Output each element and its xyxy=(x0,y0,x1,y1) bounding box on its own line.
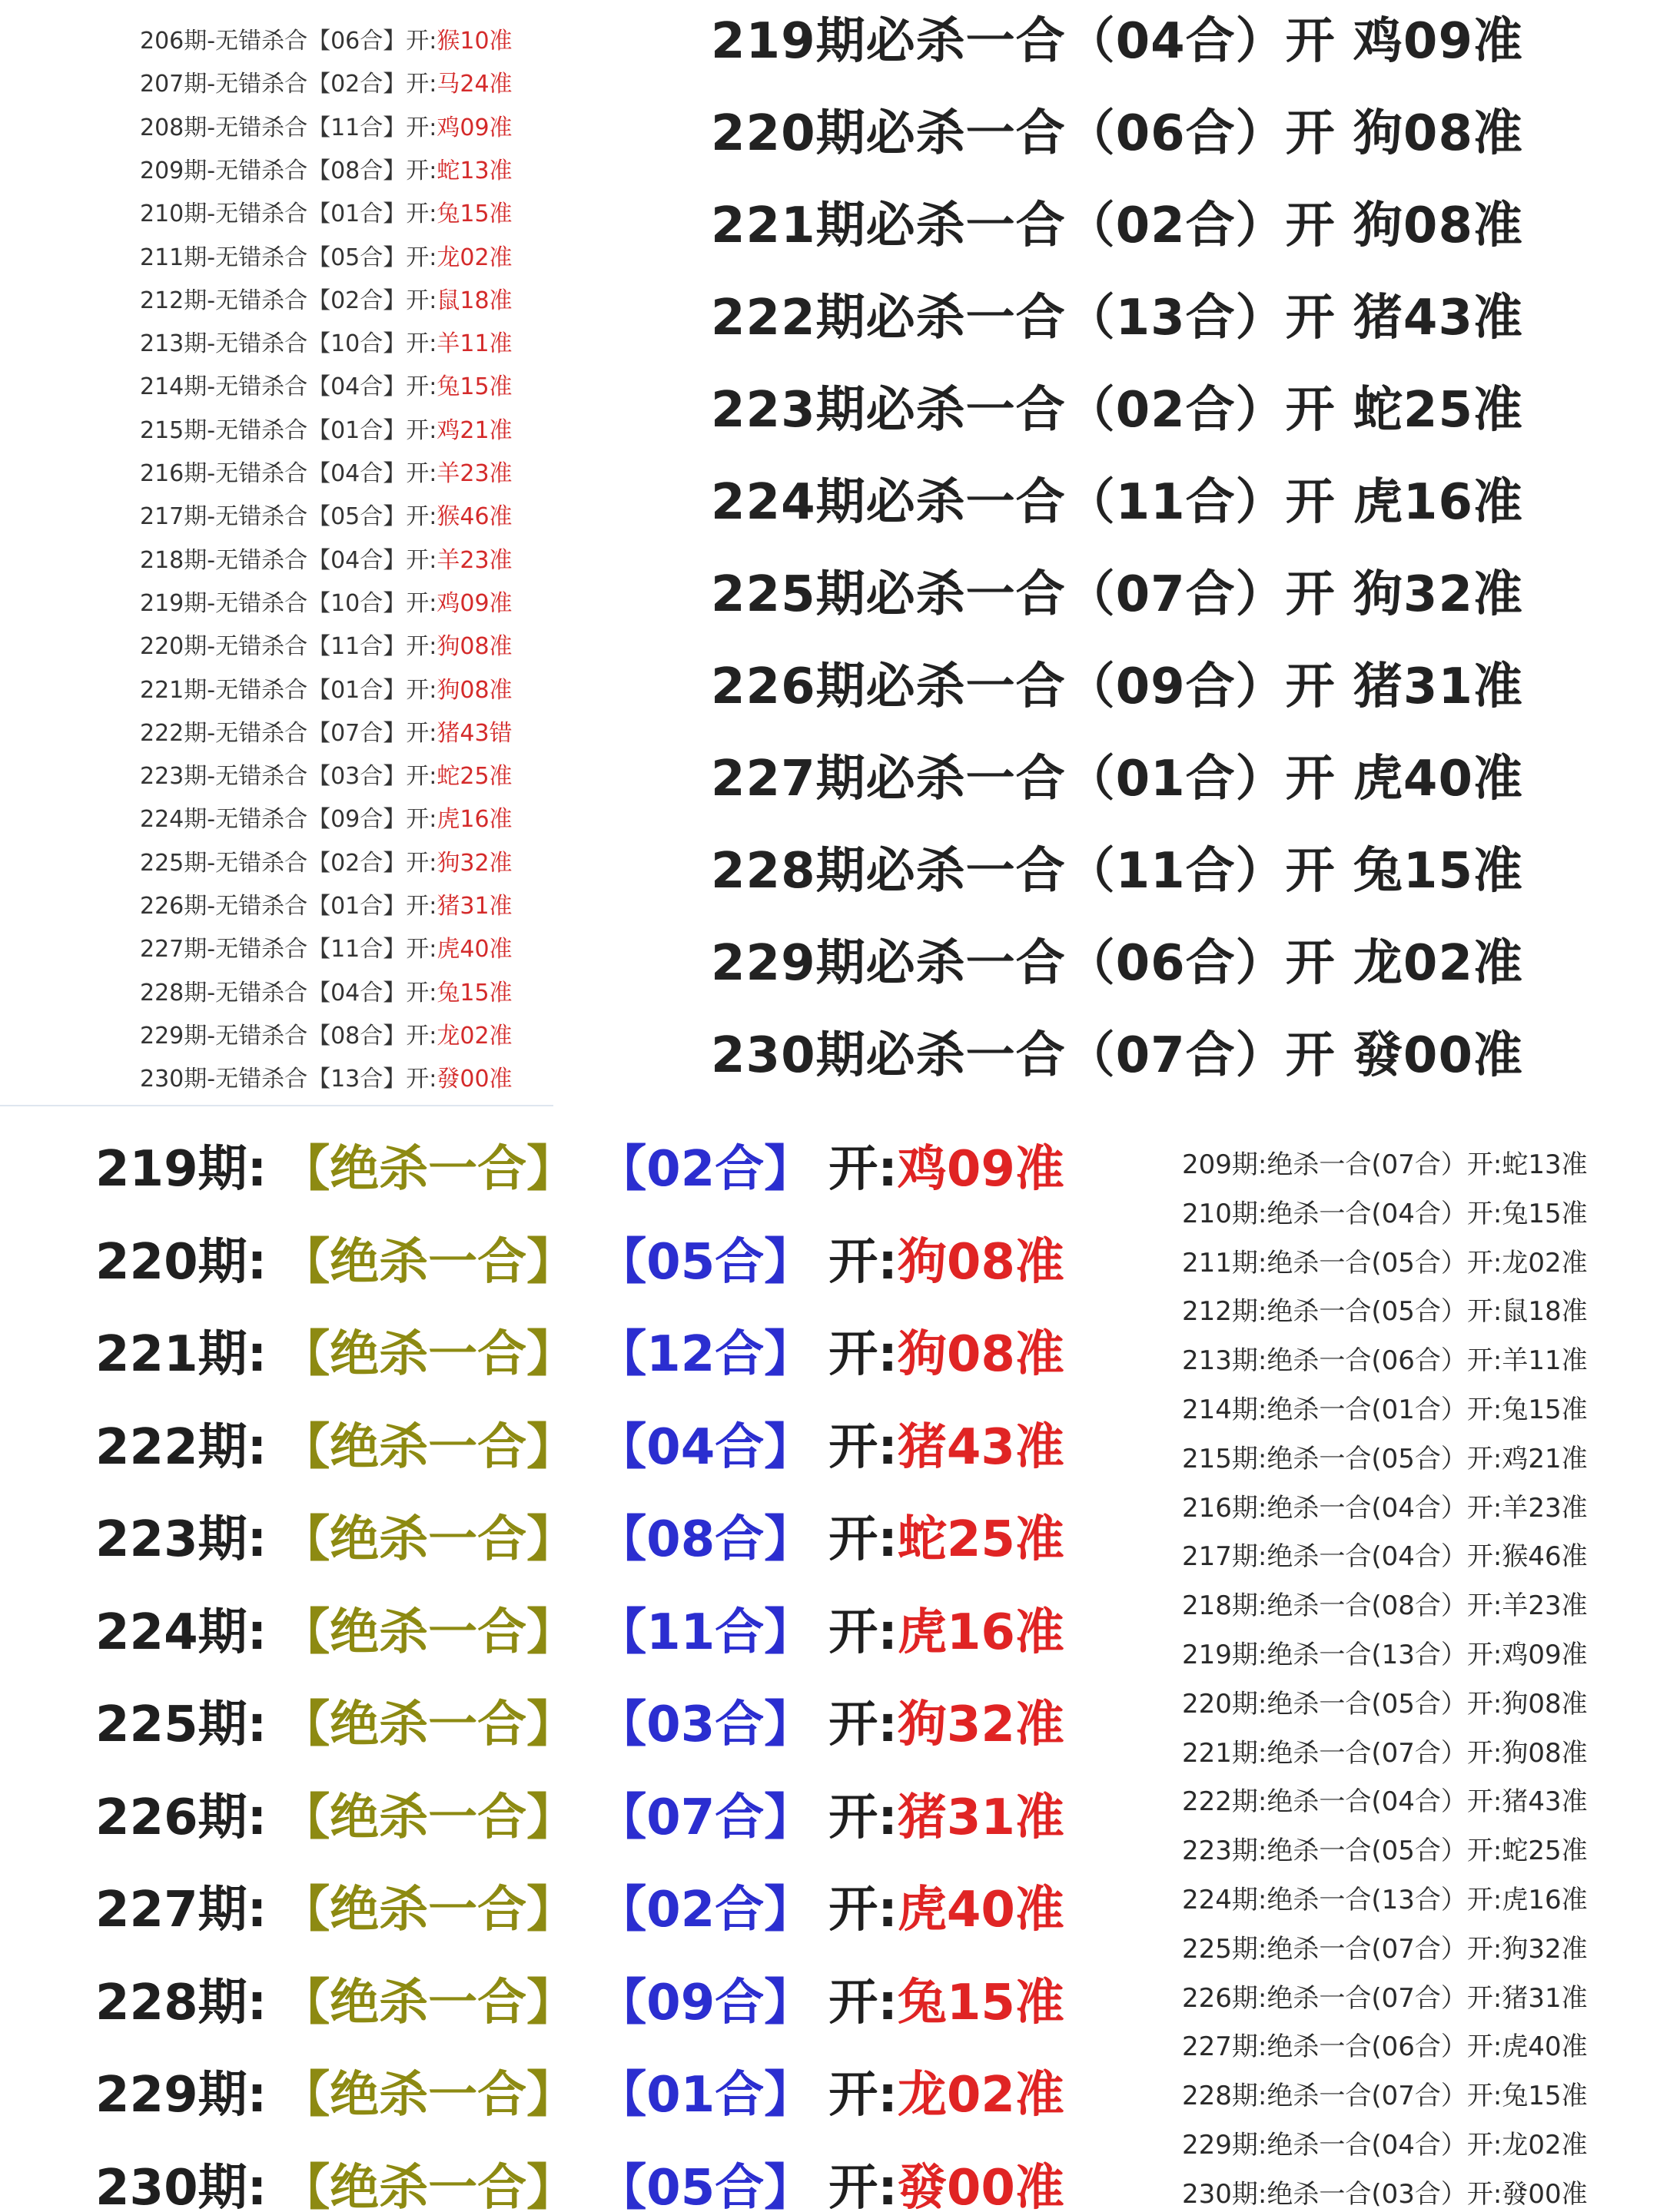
record-prefix: 226期-无错杀合【01合】开: xyxy=(140,893,437,920)
record-prefix: 206期-无错杀合【06合】开: xyxy=(140,28,437,55)
record-result: 狗08准 xyxy=(897,1326,1064,1383)
list-item: 219期必杀一合（04合）开 鸡09准 xyxy=(711,13,1523,70)
list-item: 221期:绝杀一合(07合）开:狗08准 xyxy=(1182,1737,1588,1769)
list-item xyxy=(140,194,513,228)
record-result: 羊23准 xyxy=(437,460,513,487)
record-result: 狗08准 xyxy=(897,1233,1064,1291)
list-item xyxy=(140,238,513,272)
list-item: 230期:绝杀一合(03合）开:發00准 xyxy=(1182,2178,1588,2210)
record-period: 226期: xyxy=(95,1789,267,1846)
list-item: 212期:绝杀一合(05合）开:鼠18准 xyxy=(1182,1296,1588,1328)
record-tag: 【绝杀一合】 xyxy=(281,1696,576,1753)
record-period: 223期: xyxy=(95,1511,267,1568)
record-number: 【05合】 xyxy=(622,1233,814,1291)
record-prefix: 229期-无错杀合【08合】开: xyxy=(140,1022,437,1050)
record-open-label: 开: xyxy=(828,1418,898,1476)
list-item: 217期:绝杀一合(04合）开:猴46准 xyxy=(1182,1541,1588,1573)
list-item: 229期:绝杀一合(04合）开:龙02准 xyxy=(1182,2130,1588,2161)
record-prefix: 225期-无错杀合【02合】开: xyxy=(140,849,437,877)
record-result: 龙02准 xyxy=(437,244,513,271)
record-tag: 【绝杀一合】 xyxy=(281,1882,576,1938)
record-prefix: 209期-无错杀合【08合】开: xyxy=(140,157,437,184)
list-item xyxy=(95,2148,1064,2212)
record-result: 猴10准 xyxy=(437,28,513,55)
record-number: 【02合】 xyxy=(622,1882,814,1938)
record-prefix: 213期-无错杀合【10合】开: xyxy=(140,330,437,358)
list-item xyxy=(95,1500,1064,1570)
record-result: 兔15准 xyxy=(437,201,513,228)
list-item xyxy=(140,714,513,748)
record-result: 羊11准 xyxy=(437,330,513,358)
record-prefix: 227期-无错杀合【11合】开: xyxy=(140,936,437,963)
record-number: 【01合】 xyxy=(622,2067,814,2124)
record-number: 【03合】 xyxy=(622,1696,814,1753)
record-number: 【09合】 xyxy=(622,1974,814,2031)
record-result: 鸡21准 xyxy=(437,416,513,444)
list-item xyxy=(95,1593,1064,1663)
record-tag: 【绝杀一合】 xyxy=(281,1974,576,2031)
record-result: 狗08准 xyxy=(437,676,513,704)
record-result: 虎40准 xyxy=(437,936,513,963)
record-prefix: 230期-无错杀合【13合】开: xyxy=(140,1066,437,1093)
list-item: 215期:绝杀一合(05合）开:鸡21准 xyxy=(1182,1443,1588,1474)
record-result: 猪31准 xyxy=(897,1789,1064,1846)
list-item: 224期:绝杀一合(13合）开:虎16准 xyxy=(1182,1885,1588,1915)
record-result: 鸡09准 xyxy=(437,589,513,617)
list-item: 214期:绝杀一合(01合）开:兔15准 xyxy=(1182,1395,1588,1425)
record-open-label: 开: xyxy=(828,2067,898,2124)
list-item xyxy=(140,541,513,575)
record-prefix: 228期-无错杀合【04合】开: xyxy=(140,979,437,1007)
list-item xyxy=(95,1129,1064,1200)
record-prefix: 211期-无错杀合【05合】开: xyxy=(140,244,437,271)
record-result: 虎16准 xyxy=(897,1603,1064,1661)
list-item: 228期必杀一合（11合）开 兔15准 xyxy=(711,843,1523,900)
list-item: 227期必杀一合（01合）开 虎40准 xyxy=(711,751,1523,808)
record-tag: 【绝杀一合】 xyxy=(281,2159,576,2212)
record-period: 228期: xyxy=(95,1974,267,2031)
record-prefix: 207期-无错杀合【02合】开: xyxy=(140,71,437,98)
record-result: 猪43错 xyxy=(437,719,513,747)
list-item xyxy=(140,151,513,185)
record-tag: 【绝杀一合】 xyxy=(281,1233,576,1291)
record-result: 鸡09准 xyxy=(897,1141,1064,1198)
panel-jue-sha-yi-he-small xyxy=(1107,1106,1660,2212)
record-open-label: 开: xyxy=(828,2159,898,2212)
record-result: 羊23准 xyxy=(437,546,513,574)
record-period: 221期: xyxy=(95,1326,267,1383)
list-item: 211期:绝杀一合(05合）开:龙02准 xyxy=(1182,1247,1588,1278)
list-item xyxy=(140,800,513,834)
list-item: 222期必杀一合（13合）开 猪43准 xyxy=(711,290,1523,347)
record-period: 219期: xyxy=(95,1141,267,1198)
list-item: 213期:绝杀一合(06合）开:羊11准 xyxy=(1182,1345,1588,1377)
list-item xyxy=(140,1016,513,1050)
list-item: 226期:绝杀一合(07合）开:猪31准 xyxy=(1182,1982,1588,2014)
record-prefix: 216期-无错杀合【04合】开: xyxy=(140,460,437,487)
record-open-label: 开: xyxy=(828,1233,898,1291)
record-period: 229期: xyxy=(95,2067,267,2124)
record-result: 鼠18准 xyxy=(437,287,513,314)
record-open-label: 开: xyxy=(828,1789,898,1846)
panel-bi-sha-yi-he xyxy=(553,0,1660,1106)
record-period: 225期: xyxy=(95,1696,267,1753)
record-period: 224期: xyxy=(95,1603,267,1661)
list-item xyxy=(95,1778,1064,1849)
panel-wu-cuo-sha-he xyxy=(0,0,553,1106)
list-item xyxy=(140,65,513,98)
list-item: 220期:绝杀一合(05合）开:狗08准 xyxy=(1182,1688,1588,1720)
record-number: 【11合】 xyxy=(622,1603,814,1661)
list-item: 223期:绝杀一合(05合）开:蛇25准 xyxy=(1182,1836,1588,1867)
list-item: 220期必杀一合（06合）开 狗08准 xyxy=(711,105,1523,162)
list-item: 225期:绝杀一合(07合）开:狗32准 xyxy=(1182,1933,1588,1965)
list-item xyxy=(95,1963,1064,2034)
list-item: 230期必杀一合（07合）开 發00准 xyxy=(711,1027,1523,1084)
panel-jue-sha-yi-he-colored xyxy=(0,1106,1107,2212)
record-tag: 【绝杀一合】 xyxy=(281,2067,576,2124)
record-result: 蛇25准 xyxy=(437,763,513,791)
list-item xyxy=(140,411,513,445)
record-open-label: 开: xyxy=(828,1696,898,1753)
record-result: 發00准 xyxy=(437,1066,513,1093)
record-tag: 【绝杀一合】 xyxy=(281,1789,576,1846)
record-prefix: 215期-无错杀合【01合】开: xyxy=(140,416,437,444)
record-result: 鸡09准 xyxy=(437,114,513,141)
record-result: 马24准 xyxy=(437,71,513,98)
record-prefix: 212期-无错杀合【02合】开: xyxy=(140,287,437,314)
list-item xyxy=(140,930,513,963)
record-result: 蛇13准 xyxy=(437,157,513,184)
record-prefix: 221期-无错杀合【01合】开: xyxy=(140,676,437,704)
list-item: 221期必杀一合（02合）开 狗08准 xyxy=(711,197,1523,254)
record-prefix: 220期-无错杀合【11合】开: xyxy=(140,633,437,661)
list-item xyxy=(95,2055,1064,2126)
record-result: 兔15准 xyxy=(437,373,513,401)
record-tag: 【绝杀一合】 xyxy=(281,1141,576,1198)
list-item xyxy=(140,22,513,55)
list-item xyxy=(95,1408,1064,1478)
record-prefix: 218期-无错杀合【04合】开: xyxy=(140,546,437,574)
record-number: 【05合】 xyxy=(622,2159,814,2212)
list-item: 219期:绝杀一合(13合）开:鸡09准 xyxy=(1182,1640,1588,1670)
record-result: 兔15准 xyxy=(437,979,513,1007)
list-item xyxy=(140,454,513,488)
list-item xyxy=(140,324,513,358)
record-open-label: 开: xyxy=(828,1974,898,2031)
record-number: 【08合】 xyxy=(622,1511,814,1568)
list-item xyxy=(140,627,513,661)
record-period: 230期: xyxy=(95,2159,267,2212)
list-item: 225期必杀一合（07合）开 狗32准 xyxy=(711,566,1523,623)
list-item xyxy=(140,671,513,705)
list-item: 229期必杀一合（06合）开 龙02准 xyxy=(711,935,1523,992)
list-item xyxy=(140,281,513,315)
record-result: 猴46准 xyxy=(437,503,513,531)
record-tag: 【绝杀一合】 xyxy=(281,1326,576,1383)
list-item xyxy=(140,844,513,877)
list-item: 223期必杀一合（02合）开 蛇25准 xyxy=(711,382,1523,439)
record-result: 龙02准 xyxy=(897,2067,1064,2124)
record-open-label: 开: xyxy=(828,1511,898,1568)
record-prefix: 217期-无错杀合【05合】开: xyxy=(140,503,437,531)
record-result: 狗32准 xyxy=(437,849,513,877)
list-item: 216期:绝杀一合(04合）开:羊23准 xyxy=(1182,1492,1588,1524)
record-open-label: 开: xyxy=(828,1326,898,1383)
record-period: 222期: xyxy=(95,1418,267,1476)
record-tag: 【绝杀一合】 xyxy=(281,1418,576,1476)
record-result: 虎40准 xyxy=(897,1882,1064,1938)
list-item xyxy=(140,497,513,531)
list-item xyxy=(140,584,513,618)
record-result: 發00准 xyxy=(897,2159,1064,2212)
record-prefix: 219期-无错杀合【10合】开: xyxy=(140,589,437,617)
record-prefix: 208期-无错杀合【11合】开: xyxy=(140,114,437,141)
record-result: 狗32准 xyxy=(897,1696,1064,1753)
record-result: 猪43准 xyxy=(897,1418,1064,1476)
list-item: 228期:绝杀一合(07合）开:兔15准 xyxy=(1182,2081,1588,2112)
record-result: 狗08准 xyxy=(437,633,513,661)
list-item xyxy=(95,1315,1064,1385)
list-item xyxy=(95,1870,1064,1941)
list-item: 224期必杀一合（11合）开 虎16准 xyxy=(711,474,1523,531)
record-open-label: 开: xyxy=(828,1603,898,1661)
record-open-label: 开: xyxy=(828,1882,898,1938)
list-item: 222期:绝杀一合(04合）开:猪43准 xyxy=(1182,1786,1588,1818)
record-result: 蛇25准 xyxy=(897,1511,1064,1568)
record-prefix: 223期-无错杀合【03合】开: xyxy=(140,763,437,791)
list-item xyxy=(140,973,513,1007)
record-result: 猪31准 xyxy=(437,893,513,920)
list-item xyxy=(140,887,513,920)
list-item xyxy=(140,1060,513,1093)
record-result: 兔15准 xyxy=(897,1974,1064,2031)
record-prefix: 224期-无错杀合【09合】开: xyxy=(140,806,437,834)
list-item xyxy=(140,367,513,401)
list-item xyxy=(140,757,513,791)
list-item xyxy=(95,1222,1064,1293)
record-period: 227期: xyxy=(95,1882,267,1938)
list-item: 218期:绝杀一合(08合）开:羊23准 xyxy=(1182,1590,1588,1622)
record-number: 【04合】 xyxy=(622,1418,814,1476)
record-prefix: 214期-无错杀合【04合】开: xyxy=(140,373,437,401)
record-tag: 【绝杀一合】 xyxy=(281,1603,576,1661)
list-item: 226期必杀一合（09合）开 猪31准 xyxy=(711,658,1523,715)
record-tag: 【绝杀一合】 xyxy=(281,1511,576,1568)
record-period: 220期: xyxy=(95,1233,267,1291)
list-item: 210期:绝杀一合(04合）开:兔15准 xyxy=(1182,1198,1588,1229)
record-number: 【02合】 xyxy=(622,1141,814,1198)
record-open-label: 开: xyxy=(828,1141,898,1198)
list-item: 227期:绝杀一合(06合）开:虎40准 xyxy=(1182,2031,1588,2063)
list-item xyxy=(95,1685,1064,1756)
record-result: 虎16准 xyxy=(437,806,513,834)
record-number: 【07合】 xyxy=(622,1789,814,1846)
list-item: 209期:绝杀一合(07合）开:蛇13准 xyxy=(1182,1149,1588,1180)
list-item xyxy=(140,108,513,142)
record-number: 【12合】 xyxy=(622,1326,814,1383)
record-prefix: 222期-无错杀合【07合】开: xyxy=(140,719,437,747)
record-result: 龙02准 xyxy=(437,1022,513,1050)
record-prefix: 210期-无错杀合【01合】开: xyxy=(140,201,437,228)
